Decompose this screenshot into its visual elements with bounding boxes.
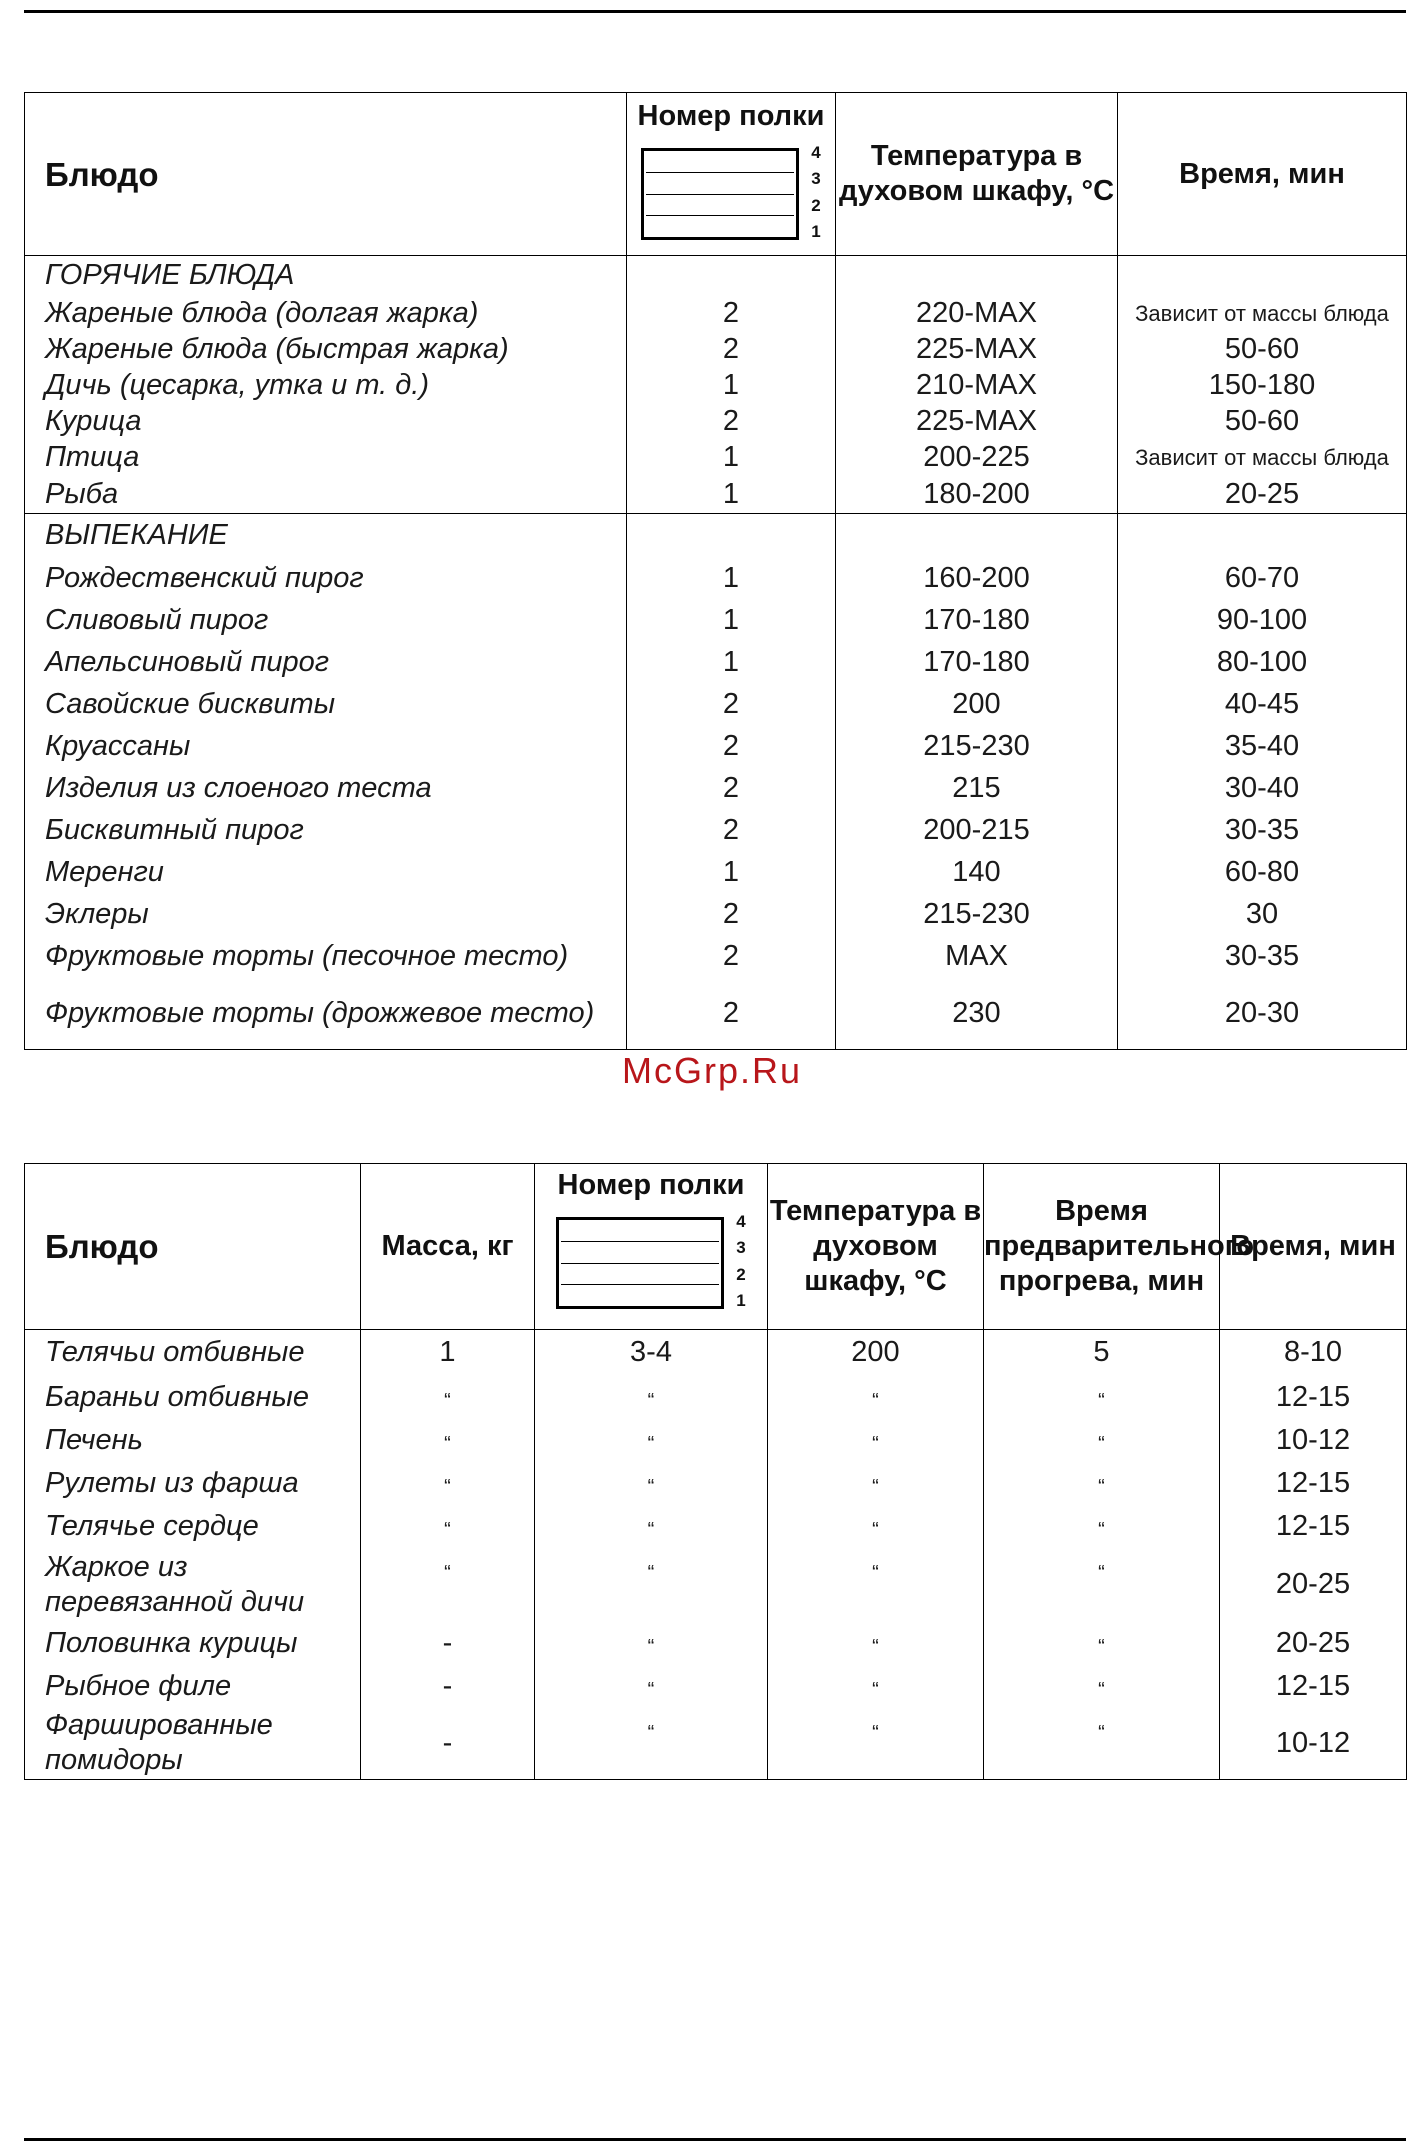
time-value: 60-80 (1118, 852, 1407, 894)
time-value: 12-15 (1220, 1462, 1407, 1505)
dish-name: Печень (25, 1419, 361, 1462)
dish-name: Бараньи отбивные (25, 1376, 361, 1419)
meat-table (24, 1163, 1407, 1780)
header-temperature: Температура в духовом шкафу, °C (768, 1164, 984, 1330)
shelf-value: 1 (627, 368, 836, 404)
shelf-number: 2 (811, 195, 821, 215)
time-value: 12-15 (1220, 1376, 1407, 1419)
shelf-numbers (736, 1213, 745, 1309)
time-value: Зависит от массы блюда (1118, 440, 1407, 476)
dish-name: Фруктовые торты (дрожжевое тесто) (25, 978, 627, 1050)
table-row (25, 726, 1407, 768)
header-time: Время, мин (1220, 1164, 1407, 1330)
table-row (25, 440, 1407, 476)
shelf-value: 2 (627, 332, 836, 368)
table-row (25, 810, 1407, 852)
table-row (25, 1505, 1407, 1548)
table-row (25, 1462, 1407, 1505)
time-value: 20-25 (1220, 1622, 1407, 1665)
time-value: 12-15 (1220, 1665, 1407, 1708)
section-title: ВЫПЕКАНИЕ (25, 514, 627, 558)
temp-value: MAX (836, 936, 1118, 978)
shelf-value: 1 (627, 440, 836, 476)
table-row (25, 368, 1407, 404)
table-header-row (25, 1164, 1407, 1330)
table-row (25, 1548, 1407, 1622)
table-row (25, 684, 1407, 726)
ditto-mark: “ (535, 1462, 768, 1505)
top-rule (24, 10, 1406, 13)
time-value: 150-180 (1118, 368, 1407, 404)
oven-shelves-icon (556, 1217, 724, 1309)
shelf-value: 1 (627, 558, 836, 600)
shelf-value: 2 (627, 936, 836, 978)
table-row (25, 1708, 1407, 1780)
temp-value: 170-180 (836, 600, 1118, 642)
shelf-number: 3 (736, 1238, 746, 1258)
ditto-mark: “ (361, 1462, 535, 1505)
shelf-number: 3 (811, 169, 821, 189)
time-value: 80-100 (1118, 642, 1407, 684)
ditto-mark: “ (768, 1462, 984, 1505)
temp-value: 220-MAX (836, 296, 1118, 332)
table-row (25, 1665, 1407, 1708)
temp-value: 210-MAX (836, 368, 1118, 404)
shelf-value: 2 (627, 768, 836, 810)
table-row (25, 1376, 1407, 1419)
temp-value: 180-200 (836, 476, 1118, 514)
ditto-mark: “ (768, 1419, 984, 1462)
table-row (25, 768, 1407, 810)
ditto-mark: “ (984, 1548, 1220, 1622)
dish-name: Птица (25, 440, 627, 476)
dish-name: Жареные блюда (быстрая жарка) (25, 332, 627, 368)
dish-name: Жаркое из перевязанной дичи (25, 1548, 361, 1622)
section-title: ГОРЯЧИЕ БЛЮДА (25, 256, 627, 296)
table-row (25, 332, 1407, 368)
ditto-mark: “ (984, 1419, 1220, 1462)
ditto-mark: “ (535, 1548, 768, 1622)
table-row (25, 558, 1407, 600)
ditto-mark: “ (768, 1548, 984, 1622)
table-row (25, 894, 1407, 936)
time-value: 35-40 (1118, 726, 1407, 768)
shelf-number: 1 (811, 221, 821, 241)
ditto-mark: “ (768, 1665, 984, 1708)
mass-value: 1 (361, 1330, 535, 1376)
ditto-mark: “ (535, 1419, 768, 1462)
time-value: 30 (1118, 894, 1407, 936)
time-value: 20-30 (1118, 978, 1407, 1050)
dish-name: Фруктовые торты (песочное тесто) (25, 936, 627, 978)
time-value: 8-10 (1220, 1330, 1407, 1376)
time-value: 20-25 (1220, 1548, 1407, 1622)
shelf-value: 1 (627, 476, 836, 514)
temp-value: 225-MAX (836, 332, 1118, 368)
mass-value: - (361, 1622, 535, 1665)
mass-value: - (361, 1708, 535, 1780)
dish-name: Меренги (25, 852, 627, 894)
ditto-mark: “ (361, 1376, 535, 1419)
ditto-mark: “ (535, 1505, 768, 1548)
dish-name: Рождественский пирог (25, 558, 627, 600)
temp-value: 200 (836, 684, 1118, 726)
dish-name: Половинка курицы (25, 1622, 361, 1665)
header-dish: Блюдо (25, 1164, 361, 1330)
header-shelf-label: Номер полки (637, 100, 825, 132)
header-mass: Масса, кг (361, 1164, 535, 1330)
time-value: Зависит от массы блюда (1118, 296, 1407, 332)
table-row (25, 476, 1407, 514)
shelf-value: 2 (627, 894, 836, 936)
dish-name: Телячье сердце (25, 1505, 361, 1548)
time-value: 40-45 (1118, 684, 1407, 726)
shelf-value: 2 (627, 978, 836, 1050)
temp-value: 215-230 (836, 726, 1118, 768)
shelf-diagram (627, 144, 835, 240)
table-row (25, 852, 1407, 894)
shelf-value: 1 (627, 600, 836, 642)
temp-value: 200-225 (836, 440, 1118, 476)
time-value: 30-35 (1118, 936, 1407, 978)
header-preheat: Время предварительного прогрева, мин (984, 1164, 1220, 1330)
dish-name: Телячьи отбивные (25, 1330, 361, 1376)
mass-value: - (361, 1665, 535, 1708)
dish-name: Рыба (25, 476, 627, 514)
table-row (25, 936, 1407, 978)
ditto-mark: “ (984, 1708, 1220, 1780)
ditto-mark: “ (984, 1505, 1220, 1548)
time-value: 20-25 (1118, 476, 1407, 514)
table-row (25, 404, 1407, 440)
ditto-mark: “ (984, 1622, 1220, 1665)
time-value: 10-12 (1220, 1419, 1407, 1462)
dish-name: Фаршированные помидоры (25, 1708, 361, 1780)
shelf-value: 2 (627, 404, 836, 440)
header-time: Время, мин (1118, 93, 1407, 256)
ditto-mark: “ (768, 1505, 984, 1548)
bottom-rule (24, 2138, 1406, 2141)
header-temperature: Температура в духовом шкафу, °C (836, 93, 1118, 256)
time-value: 30-35 (1118, 810, 1407, 852)
time-value: 30-40 (1118, 768, 1407, 810)
dish-name: Бисквитный пирог (25, 810, 627, 852)
header-shelf-label: Номер полки (557, 1169, 745, 1201)
ditto-mark: “ (984, 1376, 1220, 1419)
ditto-mark: “ (535, 1376, 768, 1419)
time-value: 90-100 (1118, 600, 1407, 642)
table-row (25, 296, 1407, 332)
table-row (25, 1419, 1407, 1462)
ditto-mark: “ (361, 1419, 535, 1462)
shelf-numbers (811, 144, 820, 240)
shelf-number: 4 (811, 143, 821, 162)
ditto-mark: “ (984, 1462, 1220, 1505)
ditto-mark: “ (361, 1548, 535, 1622)
dish-name: Савойские бисквиты (25, 684, 627, 726)
oven-shelves-icon (641, 148, 799, 240)
section-header-row (25, 514, 1407, 558)
shelf-value: 3-4 (535, 1330, 768, 1376)
table-row (25, 1330, 1407, 1376)
header-shelf (535, 1164, 768, 1330)
ditto-mark: “ (535, 1622, 768, 1665)
time-value: 50-60 (1118, 332, 1407, 368)
shelf-value: 2 (627, 296, 836, 332)
dish-name: Рулеты из фарша (25, 1462, 361, 1505)
time-value: 12-15 (1220, 1505, 1407, 1548)
header-shelf (627, 93, 836, 256)
ditto-mark: “ (768, 1376, 984, 1419)
temp-value: 160-200 (836, 558, 1118, 600)
preheat-value: 5 (984, 1330, 1220, 1376)
watermark: McGrp.Ru (621, 1050, 803, 1091)
shelf-diagram (535, 1213, 767, 1309)
time-value: 10-12 (1220, 1708, 1407, 1780)
dish-name: Апельсиновый пирог (25, 642, 627, 684)
ditto-mark: “ (535, 1665, 768, 1708)
dish-name: Сливовый пирог (25, 600, 627, 642)
table-row (25, 978, 1407, 1050)
shelf-value: 2 (627, 684, 836, 726)
cooking-table (24, 92, 1407, 1050)
dish-name: Круассаны (25, 726, 627, 768)
shelf-value: 2 (627, 810, 836, 852)
temp-value: 230 (836, 978, 1118, 1050)
ditto-mark: “ (535, 1708, 768, 1780)
section-header-row (25, 256, 1407, 296)
dish-name: Рыбное филе (25, 1665, 361, 1708)
temp-value: 140 (836, 852, 1118, 894)
dish-name: Жареные блюда (долгая жарка) (25, 296, 627, 332)
shelf-number: 4 (736, 1212, 746, 1231)
temp-value: 215 (836, 768, 1118, 810)
temp-value: 225-MAX (836, 404, 1118, 440)
shelf-value: 1 (627, 852, 836, 894)
table-row (25, 642, 1407, 684)
table-header-row (25, 93, 1407, 256)
dish-name: Курица (25, 404, 627, 440)
ditto-mark: “ (768, 1708, 984, 1780)
dish-name: Эклеры (25, 894, 627, 936)
header-dish: Блюдо (25, 93, 627, 256)
shelf-number: 2 (736, 1264, 746, 1284)
table-row (25, 1622, 1407, 1665)
temp-value: 200 (768, 1330, 984, 1376)
temp-value: 215-230 (836, 894, 1118, 936)
ditto-mark: “ (984, 1665, 1220, 1708)
time-value: 50-60 (1118, 404, 1407, 440)
ditto-mark: “ (361, 1505, 535, 1548)
temp-value: 170-180 (836, 642, 1118, 684)
time-value: 60-70 (1118, 558, 1407, 600)
temp-value: 200-215 (836, 810, 1118, 852)
table-row (25, 600, 1407, 642)
shelf-value: 1 (627, 642, 836, 684)
ditto-mark: “ (768, 1622, 984, 1665)
dish-name: Изделия из слоеного теста (25, 768, 627, 810)
dish-name: Дичь (цесарка, утка и т. д.) (25, 368, 627, 404)
shelf-value: 2 (627, 726, 836, 768)
shelf-number: 1 (736, 1290, 746, 1310)
